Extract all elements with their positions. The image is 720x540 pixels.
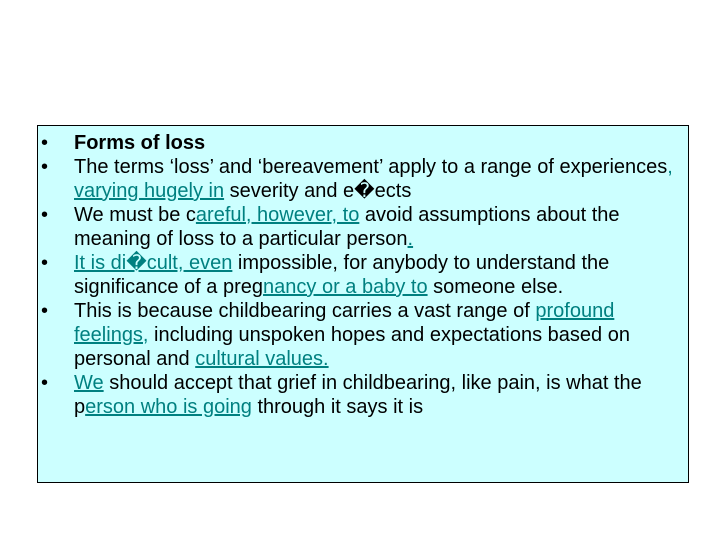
bullet-text: We must be c [74, 204, 196, 226]
hyperlink-text[interactable]: It is di�cult, even [74, 252, 233, 274]
bullet-item [41, 299, 689, 371]
bullet-text: including unspoken hopes and expectations based on personal and [74, 324, 630, 370]
bullet-item [41, 371, 689, 419]
bullet-heading-text: Forms of loss [74, 132, 206, 154]
hyperlink-text[interactable]: profound feelings, [74, 300, 615, 346]
hyperlink-text[interactable]: erson who is going [85, 396, 252, 418]
bullet-text: The terms ‘loss’ and ‘bereavement’ apply to a range of experiences [74, 156, 668, 178]
bullet-text: someone else. [427, 276, 564, 298]
hyperlink-text[interactable]: nancy or a baby to [263, 276, 428, 298]
bullet-item [41, 203, 689, 251]
bullet-list [38, 126, 689, 419]
bullet-text: avoid assumptions about the meaning of loss to a particular person [74, 204, 620, 250]
bullet-text: through it says it is [251, 396, 424, 418]
bullet-item [41, 155, 689, 203]
hyperlink-text[interactable]: We [74, 372, 104, 394]
hyperlink-text[interactable]: , varying hugely in [74, 156, 673, 202]
bullet-item [41, 131, 689, 155]
bullet-text: impossible, for anybody to understand the significance of a preg [74, 252, 610, 298]
bullet-item [41, 251, 689, 299]
bullet-text: severity and e�ects [224, 180, 412, 202]
bullet-text: should accept that grief in childbearing, like pain, is what the p [74, 372, 642, 418]
slide-text-box [37, 125, 689, 483]
hyperlink-text[interactable]: areful, however, to [195, 204, 360, 226]
bullet-text: This is because childbearing carries a vast range of [74, 300, 536, 322]
hyperlink-text[interactable]: cultural values. [195, 348, 329, 370]
hyperlink-text[interactable]: . [407, 228, 414, 250]
